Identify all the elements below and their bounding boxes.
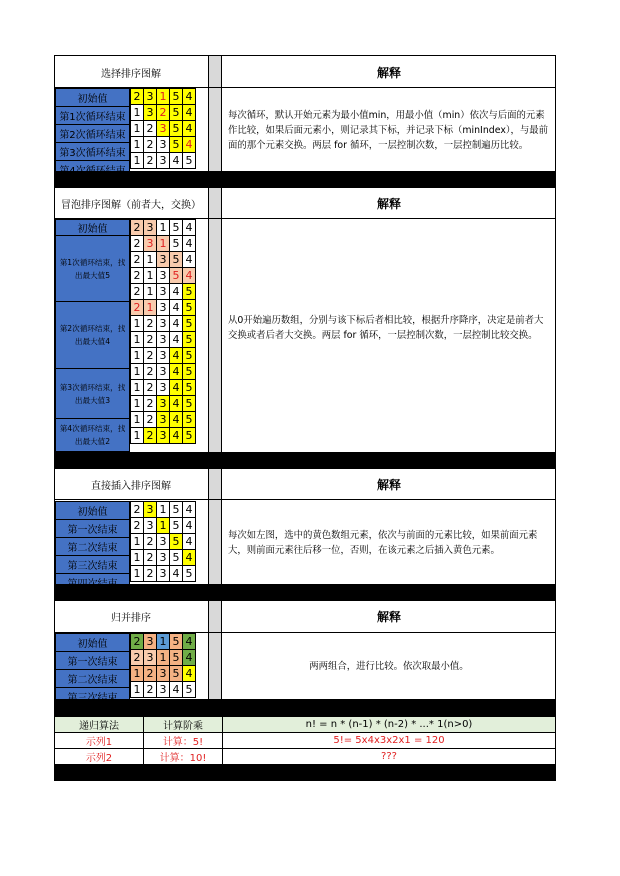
array-cell: 3 <box>156 152 170 169</box>
array-cell: 3 <box>156 299 170 316</box>
column-separator <box>208 56 222 171</box>
array-row <box>130 379 200 396</box>
array-cell: 4 <box>182 665 196 682</box>
array-cell: 2 <box>143 120 157 137</box>
array-cell: 3 <box>143 517 157 534</box>
array-cell: 2 <box>143 395 157 412</box>
array-cell: 1 <box>130 120 144 137</box>
section-separator <box>54 584 556 601</box>
array-cell: 1 <box>143 251 157 268</box>
array-cell: 3 <box>156 315 170 332</box>
array-cell: 1 <box>156 219 170 236</box>
array-cell: 3 <box>156 533 170 550</box>
array-cell: 3 <box>156 363 170 380</box>
array-cell: 5 <box>182 411 196 428</box>
array-cell: 4 <box>182 267 196 284</box>
array-cell: 3 <box>156 681 170 698</box>
array-cell: 4 <box>169 299 183 316</box>
array-cell: 4 <box>169 283 183 300</box>
array-row <box>130 633 200 650</box>
array-cell: 2 <box>130 88 144 105</box>
array-cell: 4 <box>169 152 183 169</box>
array-cell: 1 <box>130 136 144 153</box>
array-cell: 4 <box>182 517 196 534</box>
label-initial: 初始值 <box>55 219 130 236</box>
array-cell: 2 <box>143 411 157 428</box>
array-cell: 2 <box>143 363 157 380</box>
array-row <box>130 427 200 444</box>
insertion-grid <box>130 501 200 585</box>
array-cell: 5 <box>169 549 183 566</box>
array-cell: 1 <box>130 549 144 566</box>
label-initial: 初始值 <box>55 633 130 652</box>
array-cell: 1 <box>156 633 170 650</box>
array-cell: 4 <box>169 315 183 332</box>
section-separator <box>54 171 556 188</box>
selection-explain-title: 解释 <box>376 66 401 80</box>
column-separator <box>208 601 222 700</box>
array-cell: 1 <box>156 517 170 534</box>
array-cell: 4 <box>169 681 183 698</box>
example-1-label: 示列1 <box>54 732 144 749</box>
array-row <box>130 299 200 316</box>
recursion-header-task: 计算阶乘 <box>143 716 223 733</box>
array-cell: 1 <box>130 315 144 332</box>
array-row <box>130 649 200 666</box>
merge-explain-title: 解释 <box>376 610 401 624</box>
array-cell: 1 <box>130 533 144 550</box>
example-1-task: 计算：5! <box>143 732 223 749</box>
array-row <box>130 267 200 284</box>
array-cell: 1 <box>130 152 144 169</box>
array-cell: 3 <box>143 649 157 666</box>
array-row <box>130 549 200 566</box>
array-cell: 2 <box>143 152 157 169</box>
array-cell: 5 <box>182 152 196 169</box>
array-cell: 1 <box>130 427 144 444</box>
array-cell: 2 <box>130 299 144 316</box>
array-row <box>130 315 200 332</box>
array-cell: 2 <box>143 427 157 444</box>
array-cell: 2 <box>143 681 157 698</box>
merge-title: 归并排序 <box>111 613 151 624</box>
array-cell: 5 <box>169 501 183 518</box>
array-cell: 4 <box>169 379 183 396</box>
array-cell: 3 <box>143 633 157 650</box>
array-cell: 3 <box>156 347 170 364</box>
label-initial: 初始值 <box>55 501 130 520</box>
array-cell: 1 <box>130 681 144 698</box>
array-cell: 2 <box>143 379 157 396</box>
array-cell: 2 <box>143 665 157 682</box>
label-pass-4: 第4次循环结束，找出最大值2 <box>55 418 130 452</box>
array-cell: 3 <box>156 136 170 153</box>
array-cell: 4 <box>169 427 183 444</box>
array-cell: 5 <box>182 395 196 412</box>
array-row <box>130 681 200 698</box>
array-cell: 4 <box>182 633 196 650</box>
array-cell: 5 <box>169 633 183 650</box>
array-cell: 3 <box>156 549 170 566</box>
array-cell: 4 <box>169 565 183 582</box>
array-cell: 3 <box>156 267 170 284</box>
array-row <box>130 251 200 268</box>
array-cell: 2 <box>130 283 144 300</box>
array-cell: 5 <box>182 347 196 364</box>
array-cell: 4 <box>169 347 183 364</box>
array-cell: 4 <box>169 363 183 380</box>
array-cell: 5 <box>169 665 183 682</box>
array-row <box>130 517 200 534</box>
array-cell: 2 <box>143 331 157 348</box>
label-pass-2: 第2次循环结束 <box>55 124 130 143</box>
array-row <box>130 565 200 582</box>
array-cell: 1 <box>130 395 144 412</box>
insertion-explanation: 每次如左图，选中的黄色数组元素，依次与前面的元素比较，如果前面元素大，则前面元素往后移一位，否则，在该元素之后插入黄色元素。 <box>228 530 538 556</box>
array-cell: 5 <box>169 104 183 121</box>
label-pass-3: 第3次循环结束，找出最大值3 <box>55 368 130 419</box>
array-row <box>130 501 200 518</box>
array-cell: 2 <box>130 219 144 236</box>
insertion-labels <box>55 501 130 585</box>
array-cell: 3 <box>156 283 170 300</box>
array-cell: 4 <box>182 219 196 236</box>
array-cell: 5 <box>169 235 183 252</box>
label-pass-3: 第三次结束 <box>55 555 130 574</box>
recursion-table <box>54 716 556 766</box>
section-separator <box>54 452 556 469</box>
array-cell: 3 <box>143 501 157 518</box>
array-row <box>130 347 200 364</box>
array-cell: 1 <box>130 665 144 682</box>
selection-title: 选择排序图解 <box>101 69 161 80</box>
array-cell: 3 <box>156 395 170 412</box>
column-separator <box>208 188 222 452</box>
array-cell: 4 <box>182 549 196 566</box>
array-row <box>130 533 200 550</box>
array-row <box>130 411 200 428</box>
array-cell: 5 <box>182 363 196 380</box>
selection-grid <box>130 88 200 172</box>
bubble-grid <box>130 219 200 452</box>
array-row <box>130 120 200 137</box>
array-cell: 2 <box>130 251 144 268</box>
array-cell: 3 <box>156 379 170 396</box>
array-row <box>130 363 200 380</box>
divider <box>54 499 556 500</box>
array-cell: 3 <box>143 88 157 105</box>
array-row <box>130 283 200 300</box>
label-pass-2: 第二次结束 <box>55 669 130 688</box>
array-cell: 2 <box>143 315 157 332</box>
column-separator <box>208 469 222 584</box>
insertion-explain-title: 解释 <box>376 477 401 492</box>
bubble-explanation: 从0开始遍历数组，分别与该下标后者相比较，根据升序降序，决定是前者大交换或者后者大交换。两层 for 循环，一层控制次数，一层控制比较交换。 <box>228 315 544 341</box>
array-cell: 4 <box>182 501 196 518</box>
array-cell: 2 <box>143 533 157 550</box>
array-cell: 1 <box>130 363 144 380</box>
array-cell: 1 <box>156 235 170 252</box>
array-cell: 1 <box>130 104 144 121</box>
example-2-result: ??? <box>222 748 556 765</box>
array-cell: 5 <box>169 136 183 153</box>
array-cell: 5 <box>169 251 183 268</box>
label-pass-1: 第1次循环结束，找出最大值5 <box>55 235 130 302</box>
array-cell: 2 <box>130 633 144 650</box>
array-cell: 2 <box>143 549 157 566</box>
array-cell: 5 <box>182 427 196 444</box>
array-cell: 1 <box>143 283 157 300</box>
array-cell: 4 <box>169 331 183 348</box>
array-cell: 5 <box>182 681 196 698</box>
array-row <box>130 235 200 252</box>
selection-explanation: 每次循环，默认开始元素为最小值min，用最小值（min）依次与后面的元素作比较，如果后面元素小，则记录其下标，并记录下标（minIndex），与最前面的那个元素交换。两层 for 循环，一层控制次数，一层控制遍历比较。 <box>228 109 549 151</box>
array-cell: 5 <box>182 379 196 396</box>
array-cell: 4 <box>182 120 196 137</box>
array-cell: 3 <box>156 427 170 444</box>
array-cell: 4 <box>182 533 196 550</box>
array-row <box>130 665 200 682</box>
array-cell: 1 <box>130 411 144 428</box>
array-cell: 3 <box>156 665 170 682</box>
array-cell: 3 <box>156 331 170 348</box>
array-cell: 5 <box>182 331 196 348</box>
array-cell: 2 <box>130 517 144 534</box>
section-separator <box>54 765 556 781</box>
array-cell: 3 <box>156 251 170 268</box>
bubble-explain-title: 解释 <box>376 196 401 211</box>
array-cell: 4 <box>169 395 183 412</box>
array-cell: 4 <box>182 88 196 105</box>
array-cell: 5 <box>169 649 183 666</box>
array-cell: 1 <box>156 649 170 666</box>
array-cell: 4 <box>182 104 196 121</box>
label-initial: 初始值 <box>55 88 130 107</box>
merge-grid <box>130 633 200 700</box>
array-cell: 5 <box>169 88 183 105</box>
merge-labels <box>55 633 130 700</box>
array-cell: 3 <box>156 120 170 137</box>
array-cell: 1 <box>156 501 170 518</box>
array-cell: 2 <box>143 347 157 364</box>
array-cell: 3 <box>156 565 170 582</box>
array-cell: 1 <box>130 347 144 364</box>
array-cell: 2 <box>130 501 144 518</box>
array-cell: 1 <box>130 379 144 396</box>
example-1-result: 5!= 5x4x3x2x1 = 120 <box>222 732 556 749</box>
array-cell: 4 <box>182 136 196 153</box>
array-cell: 5 <box>169 120 183 137</box>
section-separator <box>54 699 556 716</box>
recursion-header-algo: 递归算法 <box>54 716 144 733</box>
array-cell: 5 <box>169 517 183 534</box>
array-cell: 3 <box>143 104 157 121</box>
label-pass-1: 第一次结束 <box>55 651 130 670</box>
array-row <box>130 152 200 169</box>
label-pass-2: 第2次循环结束，找出最大值4 <box>55 301 130 369</box>
bubble-title: 冒泡排序图解（前者大，交换） <box>61 199 201 211</box>
array-cell: 4 <box>182 251 196 268</box>
array-cell: 3 <box>156 411 170 428</box>
selection-labels <box>55 88 130 172</box>
array-row <box>130 104 200 121</box>
array-cell: 2 <box>130 649 144 666</box>
array-cell: 5 <box>169 533 183 550</box>
array-cell: 5 <box>182 315 196 332</box>
array-cell: 1 <box>130 565 144 582</box>
array-row <box>130 219 200 236</box>
array-cell: 5 <box>169 219 183 236</box>
array-cell: 4 <box>169 411 183 428</box>
array-row <box>130 395 200 412</box>
merge-explanation: 两两组合，进行比较。依次取最小值。 <box>309 661 469 672</box>
array-cell: 2 <box>143 136 157 153</box>
array-cell: 2 <box>130 235 144 252</box>
array-cell: 3 <box>143 235 157 252</box>
label-pass-1: 第1次循环结束 <box>55 106 130 125</box>
array-cell: 1 <box>143 299 157 316</box>
array-cell: 2 <box>143 565 157 582</box>
array-cell: 3 <box>143 219 157 236</box>
array-cell: 1 <box>156 88 170 105</box>
array-cell: 2 <box>130 267 144 284</box>
array-cell: 5 <box>169 267 183 284</box>
array-row <box>130 88 200 105</box>
array-cell: 4 <box>182 649 196 666</box>
array-cell: 4 <box>182 235 196 252</box>
array-cell: 1 <box>130 331 144 348</box>
label-pass-1: 第一次结束 <box>55 519 130 538</box>
example-2-task: 计算：10! <box>143 748 223 765</box>
example-2-label: 示列2 <box>54 748 144 765</box>
array-cell: 5 <box>182 299 196 316</box>
array-cell: 1 <box>143 267 157 284</box>
array-cell: 5 <box>182 283 196 300</box>
recursion-header-formula: n! = n * (n-1) * (n-2) * ...* 1(n>0) <box>222 716 556 733</box>
array-cell: 2 <box>156 104 170 121</box>
array-cell: 5 <box>182 565 196 582</box>
array-row <box>130 331 200 348</box>
label-pass-2: 第二次结束 <box>55 537 130 556</box>
label-pass-3: 第3次循环结束 <box>55 142 130 161</box>
array-row <box>130 136 200 153</box>
insertion-title: 直接插入排序图解 <box>91 480 171 492</box>
